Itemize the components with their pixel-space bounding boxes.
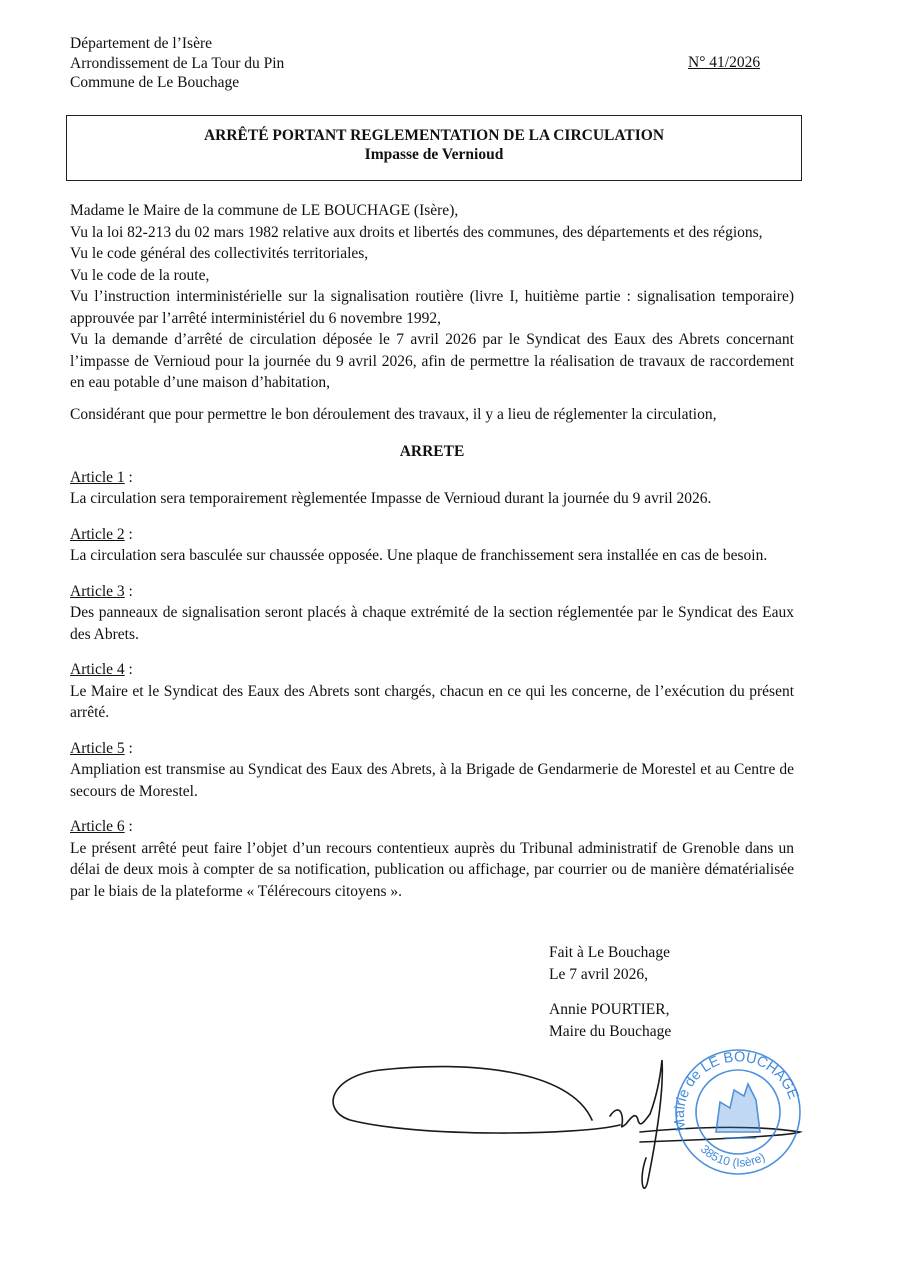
header-department: Département de l’Isère [70, 35, 213, 52]
article-3: Article 3 : Des panneaux de signalisation seront placés à chaque extrémité de la section réglementée par le Syndicat des Eaux des Abrets. [70, 581, 794, 646]
signature-and-stamp [320, 1040, 820, 1220]
article-title: Article 4 [70, 661, 125, 678]
signature-block [549, 942, 671, 1042]
decree-body [70, 200, 794, 916]
article-text: La circulation sera temporairement règlementée Impasse de Vernioud durant la journée du 9 avril 2026. [70, 490, 712, 507]
article-title: Article 5 [70, 739, 125, 757]
preamble-considerant: Considérant que pour permettre le bon déroulement des travaux, il y a lieu de réglementer la circulation, [70, 405, 717, 423]
arrete-heading: ARRETE [399, 443, 465, 460]
article-text: Le Maire et le Syndicat des Eaux des Abrets sont chargés, chacun en ce qui les concerne, de l’exécution du présent arrêté. [70, 682, 794, 721]
stamp-text-bottom: 38510 (Isère) [697, 1141, 768, 1170]
article-1: Article 1 : La circulation sera temporairement règlementée Impasse de Vernioud durant la journée du 9 avril 2026. [70, 467, 794, 510]
article-title: Article 3 [70, 582, 125, 600]
article-text: Des panneaux de signalisation seront placés à chaque extrémité de la section réglementée par le Syndicat des Eaux des Abrets. [70, 604, 794, 643]
administrative-header [70, 34, 284, 93]
article-6: Article 6 : Le présent arrêté peut faire l’objet d’un recours contentieux auprès du Tribunal administratif de Grenoble dans un délai de deux mois à compter de sa notification, publication ou affichage, par courrier ou de manière dématérialisée par le biais de la plateforme « Télérecours citoyens ». [70, 816, 794, 902]
stamp-text-top: Mairie de LE BOUCHAGE [671, 1049, 802, 1133]
preamble-vu-instruction: Vu l’instruction interministérielle sur la signalisation routière (livre I, huitième partie : signalisation temporaire) approuvée par l’arrêté interministériel du 6 novembre 1992, [70, 288, 794, 327]
preamble-intro: Madame le Maire de la commune de LE BOUCHAGE (Isère), [70, 202, 459, 219]
signatory-name: Annie POURTIER, [549, 1001, 670, 1018]
article-text: Le présent arrêté peut faire l’objet d’un recours contentieux auprès du Tribunal administratif de Grenoble dans un délai de deux mois à compter de sa notification, publication ou affichage, par courrier ou de manière dématérialisée par le biais de la plateforme « Télérecours citoyens ». [70, 839, 794, 900]
preamble-vu-demande: Vu la demande d’arrêté de circulation déposée le 7 avril 2026 par le Syndicat des Eaux des Abrets concernant l’impasse de Vernioud pour la journée du 9 avril 2026, afin de permettre la réalisation de travaux de raccordement en eau potable d’une maison d’habitation, [70, 331, 794, 391]
signature-date: Le 7 avril 2026, [549, 965, 649, 983]
preamble-vu-cgct: Vu le code général des collectivités territoriales, [70, 245, 369, 262]
signature-place: Fait à Le Bouchage [549, 944, 670, 961]
article-title: Article 1 [70, 468, 125, 486]
header-arrondissement: Arrondissement de La Tour du Pin [70, 54, 285, 72]
title-box [66, 115, 802, 181]
article-text: La circulation sera basculée sur chaussée opposée. Une plaque de franchissement sera installée en cas de besoin. [70, 547, 768, 564]
preamble-vu-loi: Vu la loi 82-213 du 02 mars 1982 relative aux droits et libertés des communes, des départements et des régions, [70, 223, 763, 241]
article-title: Article 6 [70, 818, 125, 835]
article-title: Article 2 [70, 525, 125, 543]
header-commune: Commune de Le Bouchage [70, 74, 240, 91]
decree-number: N° 41/2026 [688, 54, 761, 71]
article-2: Article 2 : La circulation sera basculée sur chaussée opposée. Une plaque de franchissement sera installée en cas de besoin. [70, 524, 794, 567]
title-sub: Impasse de Vernioud [364, 146, 504, 163]
article-5: Article 5 : Ampliation est transmise au Syndicat des Eaux des Abrets, à la Brigade de Gendarmerie de Morestel et au Centre de secours de Morestel. [70, 738, 794, 803]
signatory-role: Maire du Bouchage [549, 1022, 672, 1040]
preamble-vu-code-route: Vu le code de la route, [70, 266, 210, 284]
title-main: ARRÊTÉ PORTANT REGLEMENTATION DE LA CIRCULATION [203, 127, 665, 144]
article-text: Ampliation est transmise au Syndicat des Eaux des Abrets, à la Brigade de Gendarmerie de Morestel et au Centre de secours de Morestel. [70, 761, 794, 800]
article-4: Article 4 : Le Maire et le Syndicat des Eaux des Abrets sont chargés, chacun en ce qui les concerne, de l’exécution du présent arrêté. [70, 659, 794, 724]
